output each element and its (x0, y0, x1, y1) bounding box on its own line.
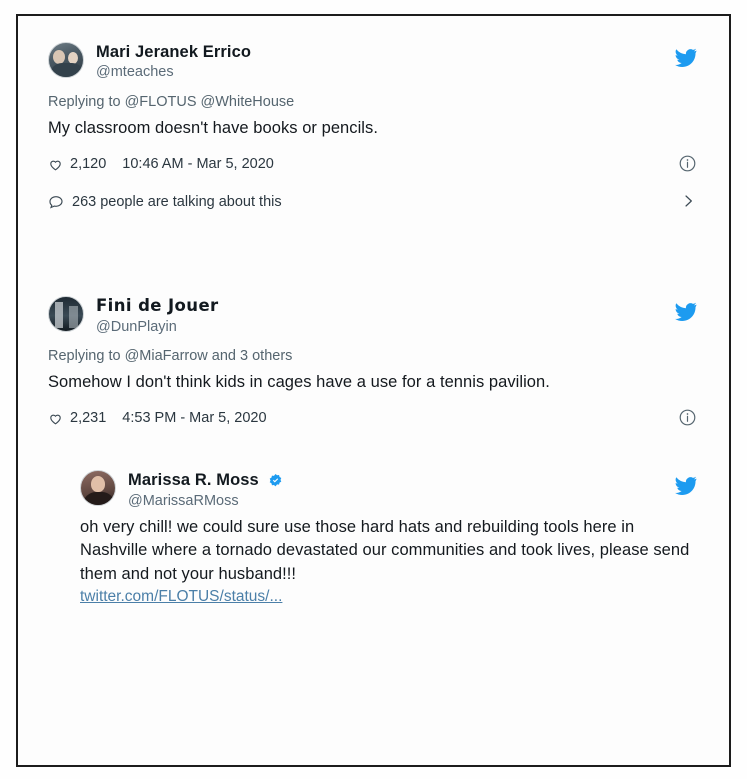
tweet-meta-row (48, 156, 699, 172)
twitter-bird-icon (673, 46, 697, 70)
author-display-name[interactable]: Marissa R. Moss (128, 471, 259, 490)
like-count: 2,120 (70, 156, 107, 173)
talking-about-row[interactable] (48, 194, 699, 210)
chevron-right-icon[interactable] (680, 193, 696, 209)
twitter-bird-icon (673, 300, 697, 324)
heart-icon[interactable] (48, 157, 63, 172)
info-circle-icon[interactable] (678, 154, 697, 173)
replying-to-label[interactable]: Replying to @FLOTUS @WhiteHouse (48, 93, 295, 110)
info-circle-icon[interactable] (678, 408, 697, 427)
tweet-timestamp[interactable]: 4:53 PM - Mar 5, 2020 (122, 410, 267, 427)
tweet-card-2[interactable] (48, 296, 699, 426)
tweet-list (18, 16, 729, 606)
tweet-header-2 (48, 296, 699, 335)
author-display-name[interactable]: Mari Jeranek Errico (96, 43, 252, 61)
tweet-card-1[interactable] (48, 42, 699, 210)
author-handle[interactable]: @DunPlayin (96, 318, 177, 335)
author-handle[interactable]: @mteaches (96, 64, 174, 81)
avatar[interactable] (48, 42, 84, 78)
like-count: 2,231 (70, 410, 107, 427)
tweet-text: My classroom doesn't have books or pencils. (48, 118, 378, 137)
avatar[interactable] (48, 296, 84, 332)
twitter-bird-icon (673, 474, 697, 498)
tweet-link[interactable]: twitter.com/FLOTUS/status/... (80, 588, 283, 606)
tweet-separator-1 (48, 210, 699, 296)
avatar[interactable] (80, 470, 116, 506)
tweet-timestamp[interactable]: 10:46 AM - Mar 5, 2020 (122, 156, 274, 173)
tweet-card-3[interactable] (48, 470, 699, 606)
talking-about-label: 263 people are talking about this (72, 194, 282, 211)
tweet-header-3 (80, 470, 699, 509)
author-block (96, 42, 251, 81)
speech-bubble-icon (48, 194, 64, 210)
replying-to-label[interactable]: Replying to @MiaFarrow and 3 others (48, 347, 293, 364)
verified-badge-icon (268, 473, 283, 488)
tweet-separator-2 (48, 426, 699, 470)
author-block (128, 470, 283, 509)
scanned-document-frame (16, 14, 731, 767)
tweet-text: Somehow I don't think kids in cages have a use for a tennis pavilion. (48, 372, 550, 391)
author-handle[interactable]: @MarissaRMoss (128, 492, 239, 509)
heart-icon[interactable] (48, 411, 63, 426)
author-block (96, 296, 219, 335)
tweet-text: oh very chill! we could sure use those hard hats and rebuilding tools here in Nashville where a tornado devastated our communities and took lives, please send them and not your husband!!! (80, 517, 690, 583)
author-display-name[interactable]: Fini de Jouer (96, 296, 219, 316)
tweet-meta-row (48, 410, 699, 426)
tweet-header-1 (48, 42, 699, 81)
